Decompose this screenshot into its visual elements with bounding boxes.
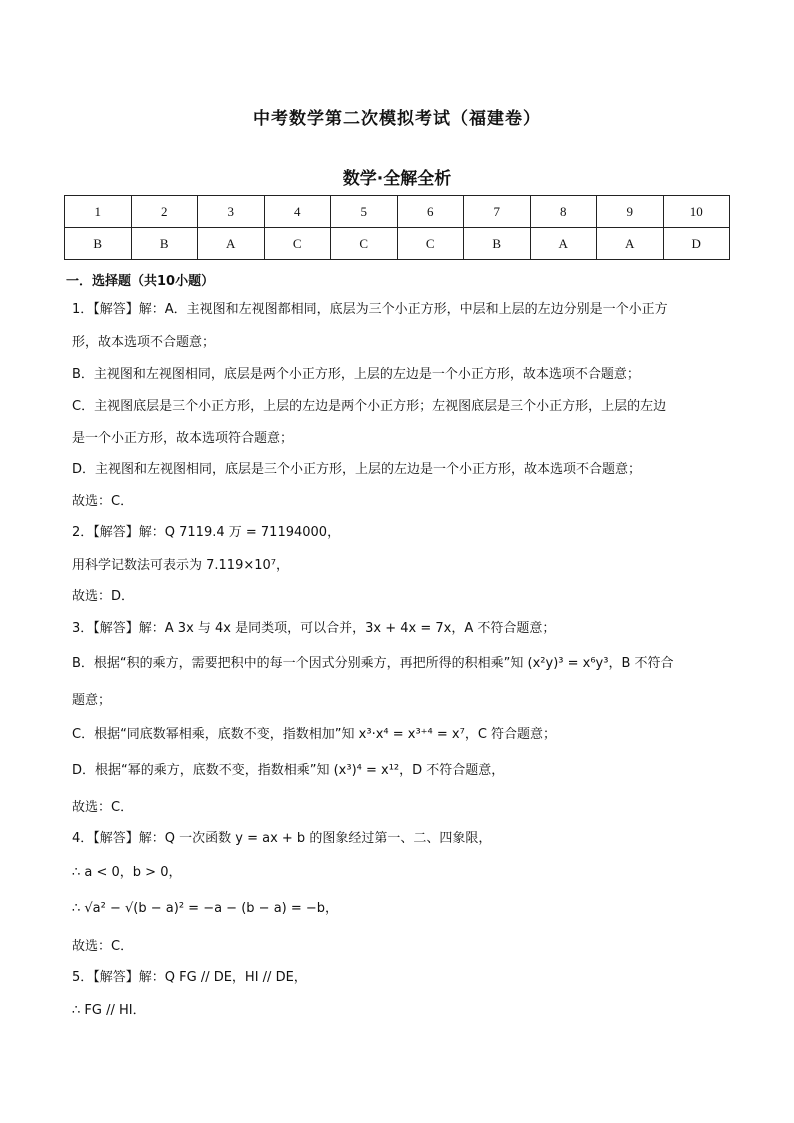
solution-line: 1．【解答】解：A．主视图和左视图都相同，底层为三个小正方形，中层和上层的左边分别是一个小正方 bbox=[72, 302, 668, 317]
solution-line: D．根据“幂的乘方，底数不变，指数相乘”知 (x³)⁴ = x¹²，D 不符合题意， bbox=[72, 763, 505, 778]
solution-line: D．主视图和左视图相同，底层是三个小正方形，上层的左边是一个小正方形，故本选项不合题意； bbox=[72, 462, 642, 477]
question-number-cell: 9 bbox=[597, 196, 664, 228]
question-number-cell: 3 bbox=[198, 196, 265, 228]
page-title: 中考数学第二次模拟考试（福建卷） bbox=[253, 109, 541, 129]
question-number-cell: 1 bbox=[65, 196, 132, 228]
answer-cell: C bbox=[264, 228, 331, 260]
answer-cell: A bbox=[597, 228, 664, 260]
answer-cell: C bbox=[331, 228, 398, 260]
solution-line: 题意； bbox=[72, 693, 112, 708]
solution-line: 是一个小正方形，故本选项符合题意； bbox=[72, 431, 294, 446]
solution-line: 故选：C． bbox=[72, 939, 134, 954]
answer-cell: C bbox=[397, 228, 464, 260]
question-number-cell: 8 bbox=[530, 196, 597, 228]
solution-line: B．根据“积的乘方，需要把积中的每一个因式分别乘方，再把所得的积相乘”知 (x²y)³ = x⁶y³，B 不符合 bbox=[72, 656, 674, 671]
question-number-cell: 10 bbox=[663, 196, 730, 228]
solution-line: 故选：C． bbox=[72, 494, 134, 509]
solution-line: ∴ √a² − √(b − a)² = −a − (b − a) = −b， bbox=[72, 901, 339, 916]
answer-cell: D bbox=[663, 228, 730, 260]
solution-line: C．根据“同底数幂相乘，底数不变，指数相加”知 x³·x⁴ = x³⁺⁴ = x⁷，C 符合题意； bbox=[72, 727, 557, 742]
solution-line: 故选：D． bbox=[72, 589, 135, 604]
page-subtitle: 数学·全解全析 bbox=[342, 169, 452, 189]
answer-table-answer-row bbox=[65, 228, 730, 260]
solution-line: 用科学记数法可表示为 7.119×10⁷， bbox=[72, 558, 289, 573]
solution-line: 4．【解答】解：Q 一次函数 y = ax + b 的图象经过第一、二、四象限， bbox=[72, 831, 492, 846]
solution-line: 3．【解答】解：A 3x 与 4x 是同类项，可以合并，3x + 4x = 7x，A 不符合题意； bbox=[72, 621, 556, 636]
question-number-cell: 4 bbox=[264, 196, 331, 228]
solution-line: ∴ FG // HI． bbox=[72, 1003, 146, 1018]
answer-table bbox=[64, 195, 730, 260]
solution-line: ∴ a < 0，b > 0， bbox=[72, 865, 182, 880]
solution-line: B．主视图和左视图相同，底层是两个小正方形，上层的左边是一个小正方形，故本选项不合题意； bbox=[72, 367, 640, 382]
answer-cell: A bbox=[530, 228, 597, 260]
answer-cell: A bbox=[198, 228, 265, 260]
answer-table-number-row bbox=[65, 196, 730, 228]
question-number-cell: 5 bbox=[331, 196, 398, 228]
question-number-cell: 7 bbox=[464, 196, 531, 228]
solution-line: 2．【解答】解：Q 7119.4 万 = 71194000， bbox=[72, 525, 341, 540]
answer-cell: B bbox=[464, 228, 531, 260]
section-title: 一．选择题（共10小题） bbox=[66, 274, 215, 289]
solution-line: C．主视图底层是三个小正方形，上层的左边是两个小正方形；左视图底层是三个小正方形，上层的左边 bbox=[72, 399, 667, 414]
answer-cell: B bbox=[131, 228, 198, 260]
solution-line: 5．【解答】解：Q FG // DE，HI // DE， bbox=[72, 970, 307, 985]
question-number-cell: 6 bbox=[397, 196, 464, 228]
solution-line: 故选：C． bbox=[72, 800, 134, 815]
answer-cell: B bbox=[65, 228, 132, 260]
question-number-cell: 2 bbox=[131, 196, 198, 228]
solution-line: 形，故本选项不合题意； bbox=[72, 335, 216, 350]
